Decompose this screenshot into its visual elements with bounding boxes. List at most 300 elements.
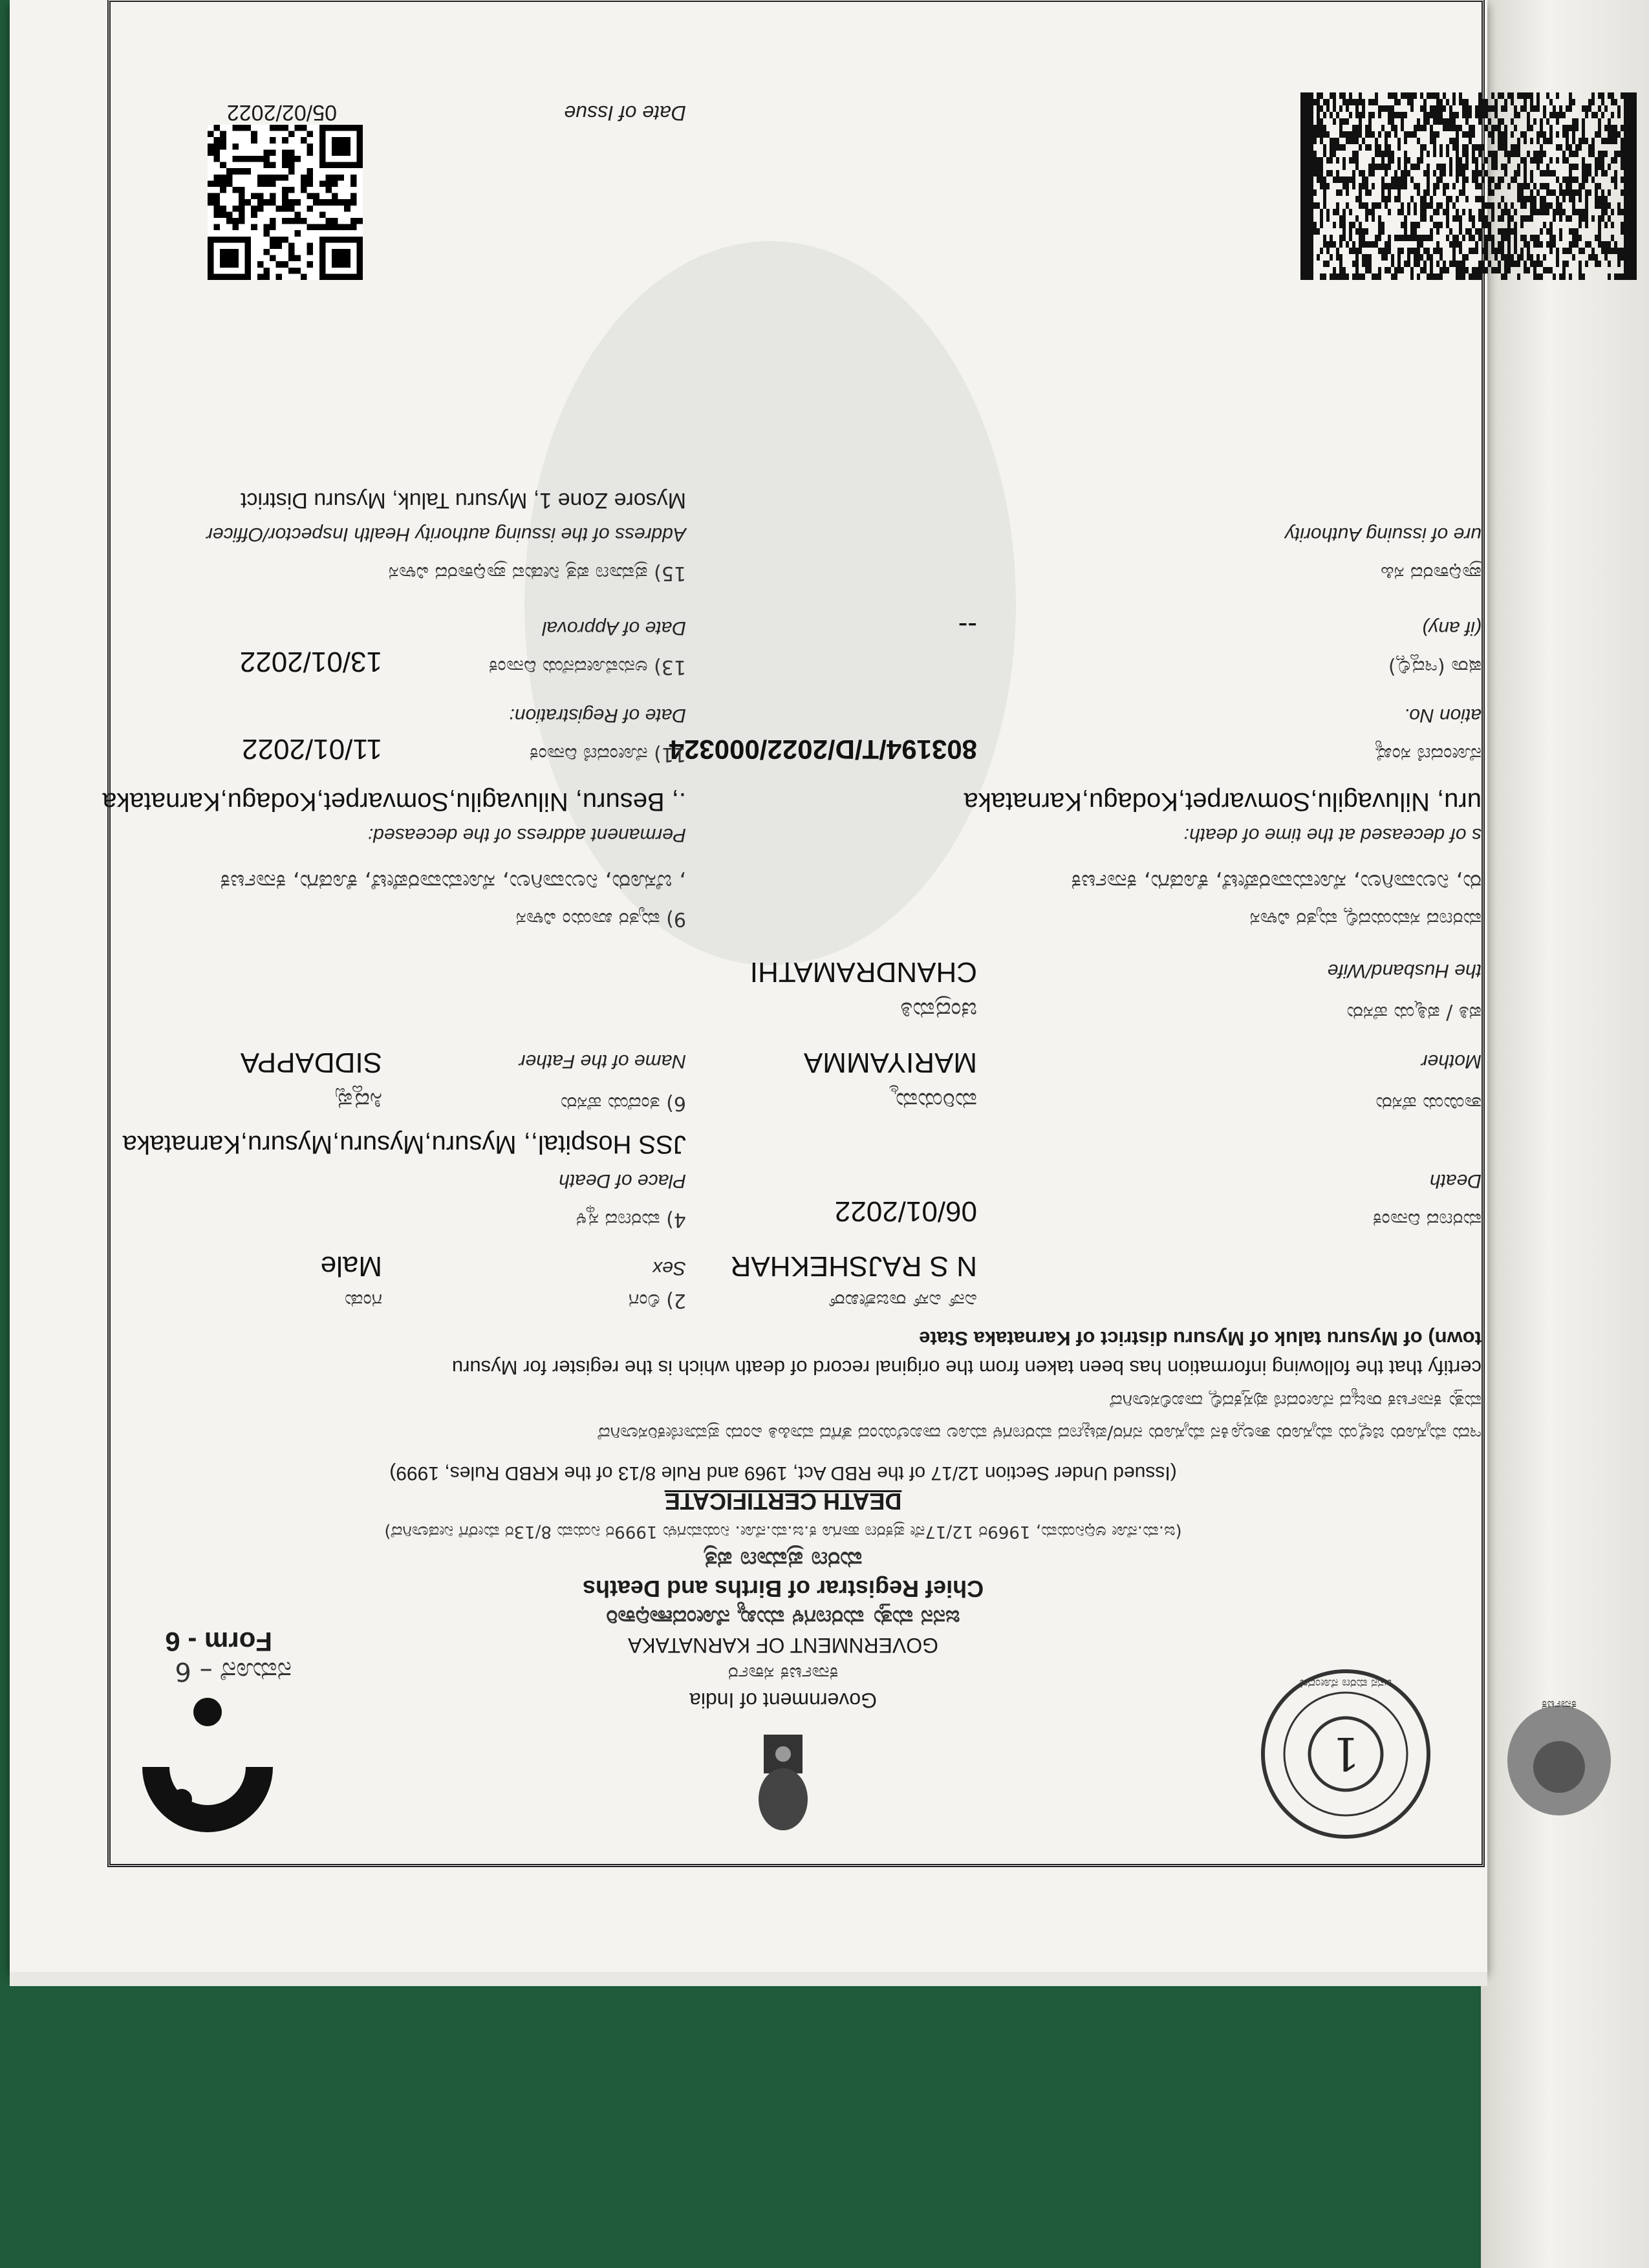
barcode-cell <box>1524 202 1527 209</box>
barcode-cell <box>1307 228 1310 235</box>
barcode-cell <box>1459 241 1462 248</box>
barcode-cell <box>1543 196 1546 202</box>
barcode-cell <box>1633 105 1637 112</box>
barcode-cell <box>1501 105 1504 112</box>
barcode-cell <box>1630 196 1633 202</box>
barcode-cell <box>1478 144 1482 151</box>
barcode-cell <box>1375 164 1378 170</box>
barcode-cell <box>1313 202 1317 209</box>
barcode-cell <box>1310 267 1313 273</box>
barcode-cell <box>1569 183 1572 189</box>
qr-module <box>325 218 332 224</box>
barcode-cell <box>1459 99 1462 105</box>
barcode-cell <box>1433 131 1436 138</box>
barcode-cell <box>1452 202 1456 209</box>
barcode-cell <box>1423 105 1427 112</box>
qr-module <box>208 193 214 200</box>
barcode-cell <box>1511 177 1514 183</box>
spouse-name-label-kannada: ಪತಿ / ಪತ್ನಿಯ ಹೆಸರು <box>1346 1001 1482 1024</box>
qr-module <box>270 237 276 243</box>
barcode-cell <box>1433 222 1436 228</box>
barcode-cell <box>1511 202 1514 209</box>
barcode-cell <box>1439 248 1443 254</box>
barcode-cell <box>1446 222 1449 228</box>
barcode-cell <box>1514 170 1517 177</box>
barcode-cell <box>1365 131 1368 138</box>
barcode-cell <box>1365 261 1368 267</box>
barcode-cell <box>1427 248 1430 254</box>
barcode-cell <box>1381 248 1385 254</box>
barcode-cell <box>1475 112 1478 118</box>
qr-module <box>338 224 345 231</box>
qr-module <box>257 175 264 181</box>
barcode-cell <box>1378 131 1381 138</box>
barcode-cell <box>1511 151 1514 157</box>
barcode-cell <box>1355 267 1359 273</box>
barcode-cell <box>1320 273 1323 280</box>
barcode-cell <box>1317 131 1320 138</box>
barcode-cell <box>1533 118 1536 125</box>
qr-module <box>288 218 295 224</box>
barcode-cell <box>1575 164 1579 170</box>
barcode-cell <box>1394 170 1397 177</box>
barcode-cell <box>1488 202 1491 209</box>
barcode-cell <box>1342 273 1346 280</box>
barcode-cell <box>1482 222 1485 228</box>
barcode-cell <box>1391 105 1394 112</box>
barcode-cell <box>1433 248 1436 254</box>
barcode-cell <box>1359 241 1362 248</box>
barcode-cell <box>1630 112 1633 118</box>
qr-module <box>214 180 221 187</box>
barcode-cell <box>1452 125 1456 131</box>
barcode-cell <box>1313 151 1317 157</box>
barcode-cell <box>1595 157 1598 164</box>
barcode-cell <box>1436 248 1439 254</box>
qr-module <box>263 156 270 162</box>
barcode-cell <box>1320 164 1323 170</box>
barcode-cell <box>1452 248 1456 254</box>
barcode-cell <box>1507 222 1511 228</box>
barcode-cell <box>1520 92 1524 99</box>
qr-module <box>276 261 283 268</box>
barcode-cell <box>1621 138 1624 144</box>
qr-module <box>313 224 319 231</box>
barcode-cell <box>1585 222 1588 228</box>
qr-module <box>307 175 314 181</box>
barcode-cell <box>1330 235 1333 241</box>
barcode-cell <box>1417 157 1420 164</box>
qr-module <box>307 193 314 200</box>
barcode-cell <box>1304 112 1307 118</box>
qr-module <box>214 211 221 218</box>
barcode-cell <box>1585 241 1588 248</box>
barcode-cell <box>1462 99 1465 105</box>
qr-module <box>288 131 295 138</box>
barcode-cell <box>1300 92 1304 99</box>
barcode-cell <box>1349 157 1352 164</box>
barcode-cell <box>1569 92 1572 99</box>
barcode-cell <box>1317 105 1320 112</box>
barcode-cell <box>1462 183 1465 189</box>
barcode-cell <box>1617 254 1621 261</box>
barcode-cell <box>1394 131 1397 138</box>
barcode-cell <box>1300 138 1304 144</box>
barcode-cell <box>1482 209 1485 215</box>
barcode-cell <box>1511 144 1514 151</box>
barcode-cell <box>1365 267 1368 273</box>
barcode-cell <box>1300 144 1304 151</box>
remarks-value: -- <box>958 610 977 642</box>
barcode-cell <box>1401 177 1404 183</box>
barcode-cell <box>1475 183 1478 189</box>
barcode-cell <box>1397 177 1401 183</box>
barcode-cell <box>1598 125 1601 131</box>
barcode-cell <box>1614 170 1617 177</box>
barcode-cell <box>1630 209 1633 215</box>
barcode-cell <box>1546 228 1549 235</box>
barcode-cell <box>1462 151 1465 157</box>
barcode-cell <box>1633 170 1637 177</box>
barcode-cell <box>1472 235 1475 241</box>
barcode-cell <box>1355 105 1359 112</box>
barcode-cell <box>1524 177 1527 183</box>
barcode-cell <box>1598 222 1601 228</box>
barcode-cell <box>1540 241 1543 248</box>
place-of-death-label: Place of Death <box>559 1170 686 1192</box>
barcode-cell <box>1540 125 1543 131</box>
barcode-cell <box>1355 131 1359 138</box>
qr-module <box>276 175 283 181</box>
barcode-cell <box>1530 92 1533 99</box>
barcode-cell <box>1339 177 1342 183</box>
barcode-cell <box>1372 157 1375 164</box>
barcode-cell <box>1595 261 1598 267</box>
barcode-cell <box>1520 157 1524 164</box>
barcode-cell <box>1543 138 1546 144</box>
barcode-cell <box>1520 248 1524 254</box>
barcode-cell <box>1507 241 1511 248</box>
barcode-cell <box>1579 189 1582 196</box>
barcode-cell <box>1582 248 1585 254</box>
barcode-cell <box>1352 157 1355 164</box>
qr-module <box>325 187 332 193</box>
barcode-cell <box>1449 196 1452 202</box>
qr-module <box>282 125 288 131</box>
barcode-cell <box>1601 170 1604 177</box>
barcode-cell <box>1459 92 1462 99</box>
barcode-cell <box>1488 151 1491 157</box>
barcode-cell <box>1543 183 1546 189</box>
barcode-cell <box>1362 235 1365 241</box>
barcode-cell <box>1317 202 1320 209</box>
barcode-cell <box>1388 144 1391 151</box>
barcode-cell <box>1423 215 1427 222</box>
barcode-cell <box>1595 131 1598 138</box>
qr-module <box>263 224 270 231</box>
issuing-authority-label: ure of issuing Authority <box>1284 524 1482 545</box>
barcode-cell <box>1310 170 1313 177</box>
barcode-cell <box>1420 209 1423 215</box>
remarks-label: (if any) <box>1422 617 1482 639</box>
barcode-cell <box>1397 164 1401 170</box>
barcode-cell <box>1310 112 1313 118</box>
barcode-cell <box>1456 215 1459 222</box>
barcode-cell <box>1307 125 1310 131</box>
barcode-cell <box>1300 151 1304 157</box>
qr-module <box>232 187 239 193</box>
deceased-name: N S RAJSHEKHAR <box>730 1250 977 1282</box>
barcode-cell <box>1310 177 1313 183</box>
barcode-cell <box>1501 118 1504 125</box>
barcode-cell <box>1330 170 1333 177</box>
barcode-cell <box>1530 235 1533 241</box>
barcode-cell <box>1317 157 1320 164</box>
barcode-cell <box>1423 196 1427 202</box>
qr-module <box>338 175 345 181</box>
barcode-cell <box>1410 164 1414 170</box>
mother-name: MARIYAMMA <box>803 1047 977 1078</box>
barcode-cell <box>1507 209 1511 215</box>
barcode-cell <box>1433 189 1436 196</box>
barcode-cell <box>1621 254 1624 261</box>
qr-module <box>288 156 295 162</box>
barcode-cell <box>1624 189 1627 196</box>
father-name-label: Name of the Father <box>519 1051 686 1072</box>
barcode-cell <box>1326 183 1330 189</box>
barcode-cell <box>1336 202 1339 209</box>
barcode-cell <box>1433 118 1436 125</box>
barcode-cell <box>1488 183 1491 189</box>
barcode-cell <box>1401 118 1404 125</box>
barcode-cell <box>1498 138 1501 144</box>
barcode-cell <box>1478 235 1482 241</box>
barcode-cell <box>1378 228 1381 235</box>
barcode-cell <box>1630 125 1633 131</box>
barcode-cell <box>1572 151 1575 157</box>
barcode-cell <box>1546 164 1549 170</box>
qr-module <box>214 175 221 181</box>
qr-module <box>251 137 257 144</box>
barcode-cell <box>1608 273 1611 280</box>
qr-module <box>325 175 332 181</box>
barcode-cell <box>1430 138 1433 144</box>
barcode-cell <box>1439 151 1443 157</box>
barcode-cell <box>1304 144 1307 151</box>
barcode-cell <box>1304 164 1307 170</box>
barcode-cell <box>1365 189 1368 196</box>
barcode-cell <box>1469 215 1472 222</box>
barcode-cell <box>1579 215 1582 222</box>
barcode-cell <box>1307 222 1310 228</box>
barcode-cell <box>1436 92 1439 99</box>
barcode-cell <box>1498 144 1501 151</box>
qr-module <box>319 199 326 206</box>
barcode-cell <box>1307 92 1310 99</box>
barcode-cell <box>1569 228 1572 235</box>
barcode-cell <box>1307 248 1310 254</box>
barcode-cell <box>1449 112 1452 118</box>
barcode-cell <box>1591 248 1595 254</box>
barcode-cell <box>1608 189 1611 196</box>
qr-module <box>251 156 257 162</box>
barcode-cell <box>1549 267 1553 273</box>
barcode-cell <box>1530 254 1533 261</box>
qr-module <box>270 242 276 249</box>
barcode-cell <box>1478 228 1482 235</box>
barcode-cell <box>1549 222 1553 228</box>
barcode-cell <box>1326 261 1330 267</box>
qr-module <box>276 273 283 280</box>
barcode-cell <box>1333 273 1336 280</box>
barcode-cell <box>1617 131 1621 138</box>
barcode-cell <box>1430 228 1433 235</box>
barcode-cell <box>1375 92 1378 99</box>
qr-module <box>307 242 314 249</box>
barcode-cell <box>1436 202 1439 209</box>
barcode-cell <box>1556 118 1559 125</box>
barcode-cell <box>1346 241 1349 248</box>
qr-module <box>257 199 264 206</box>
barcode-cell <box>1401 92 1404 99</box>
qr-module <box>214 144 221 150</box>
barcode-cell <box>1342 215 1346 222</box>
barcode-cell <box>1482 177 1485 183</box>
barcode-cell <box>1378 222 1381 228</box>
barcode-cell <box>1397 261 1401 267</box>
barcode-cell <box>1323 273 1326 280</box>
barcode-cell <box>1414 261 1417 267</box>
registration-date-label-kannada: 11) ನೋಂದಣಿ ದಿನಾಂಕ <box>530 743 686 765</box>
barcode-cell <box>1633 164 1637 170</box>
barcode-cell <box>1359 125 1362 131</box>
barcode-cell <box>1436 241 1439 248</box>
barcode-cell <box>1310 99 1313 105</box>
barcode-cell <box>1582 125 1585 131</box>
barcode-cell <box>1427 112 1430 118</box>
barcode-cell <box>1430 254 1433 261</box>
barcode-cell <box>1304 131 1307 138</box>
barcode-cell <box>1342 164 1346 170</box>
barcode-cell <box>1598 151 1601 157</box>
barcode-cell <box>1452 138 1456 144</box>
barcode-cell <box>1310 144 1313 151</box>
seal-number: 1 <box>1331 1727 1361 1780</box>
barcode-cell <box>1300 261 1304 267</box>
barcode-cell <box>1498 241 1501 248</box>
barcode-cell <box>1385 164 1388 170</box>
barcode-cell <box>1494 99 1498 105</box>
barcode-cell <box>1388 209 1391 215</box>
barcode-cell <box>1355 138 1359 144</box>
barcode-cell <box>1326 241 1330 248</box>
barcode-cell <box>1569 144 1572 151</box>
barcode-cell <box>1621 157 1624 164</box>
barcode-cell <box>1533 157 1536 164</box>
barcode-cell <box>1304 177 1307 183</box>
barcode-cell <box>1326 215 1330 222</box>
barcode-cell <box>1536 99 1540 105</box>
qr-module <box>245 168 252 175</box>
barcode-cell <box>1462 273 1465 280</box>
barcode-cell <box>1633 241 1637 248</box>
barcode-cell <box>1407 254 1410 261</box>
barcode-cell <box>1569 170 1572 177</box>
barcode-cell <box>1624 170 1627 177</box>
barcode-cell <box>1317 125 1320 131</box>
barcode-cell <box>1582 209 1585 215</box>
barcode-cell <box>1304 228 1307 235</box>
barcode-cell <box>1349 92 1352 99</box>
barcode-cell <box>1627 112 1630 118</box>
barcode-cell <box>1627 170 1630 177</box>
barcode-cell <box>1617 248 1621 254</box>
registration-number-label-kannada: ನೋಂದಣಿ ಸಂಖ್ಯೆ <box>1374 743 1482 765</box>
barcode-cell <box>1410 196 1414 202</box>
barcode-cell <box>1633 177 1637 183</box>
barcode-cell <box>1627 183 1630 189</box>
barcode-cell <box>1404 112 1407 118</box>
barcode-cell <box>1462 177 1465 183</box>
barcode-cell <box>1394 273 1397 280</box>
barcode-cell <box>1388 267 1391 273</box>
barcode-cell <box>1627 105 1630 112</box>
barcode-cell <box>1333 151 1336 157</box>
barcode-cell <box>1381 189 1385 196</box>
barcode-cell <box>1368 99 1372 105</box>
barcode-cell <box>1417 241 1420 248</box>
barcode-cell <box>1359 183 1362 189</box>
barcode-cell <box>1394 196 1397 202</box>
barcode-cell <box>1414 209 1417 215</box>
barcode-cell <box>1381 183 1385 189</box>
barcode-cell <box>1300 267 1304 273</box>
barcode-cell <box>1339 215 1342 222</box>
barcode-cell <box>1478 170 1482 177</box>
barcode-cell <box>1397 144 1401 151</box>
barcode-cell <box>1436 261 1439 267</box>
barcode-cell <box>1410 131 1414 138</box>
barcode-cell <box>1472 177 1475 183</box>
qr-module <box>270 125 276 131</box>
qr-module <box>282 261 288 268</box>
barcode-cell <box>1475 228 1478 235</box>
qr-module <box>220 144 226 150</box>
barcode-cell <box>1436 222 1439 228</box>
barcode-cell <box>1553 241 1556 248</box>
barcode-cell <box>1342 131 1346 138</box>
barcode-cell <box>1307 170 1310 177</box>
barcode-cell <box>1401 267 1404 273</box>
barcode-cell <box>1498 183 1501 189</box>
barcode-cell <box>1420 241 1423 248</box>
barcode-cell <box>1414 183 1417 189</box>
barcode-cell <box>1342 157 1346 164</box>
barcode-cell <box>1536 151 1540 157</box>
barcode-cell <box>1569 215 1572 222</box>
barcode-cell <box>1368 261 1372 267</box>
barcode-cell <box>1300 125 1304 131</box>
barcode-cell <box>1326 170 1330 177</box>
barcode-cell <box>1469 131 1472 138</box>
approval-date: 13/01/2022 <box>239 646 382 678</box>
qr-module <box>288 268 295 274</box>
barcode-cell <box>1359 202 1362 209</box>
barcode-cell <box>1378 273 1381 280</box>
barcode-cell <box>1397 248 1401 254</box>
barcode-cell <box>1624 261 1627 267</box>
barcode-cell <box>1394 112 1397 118</box>
